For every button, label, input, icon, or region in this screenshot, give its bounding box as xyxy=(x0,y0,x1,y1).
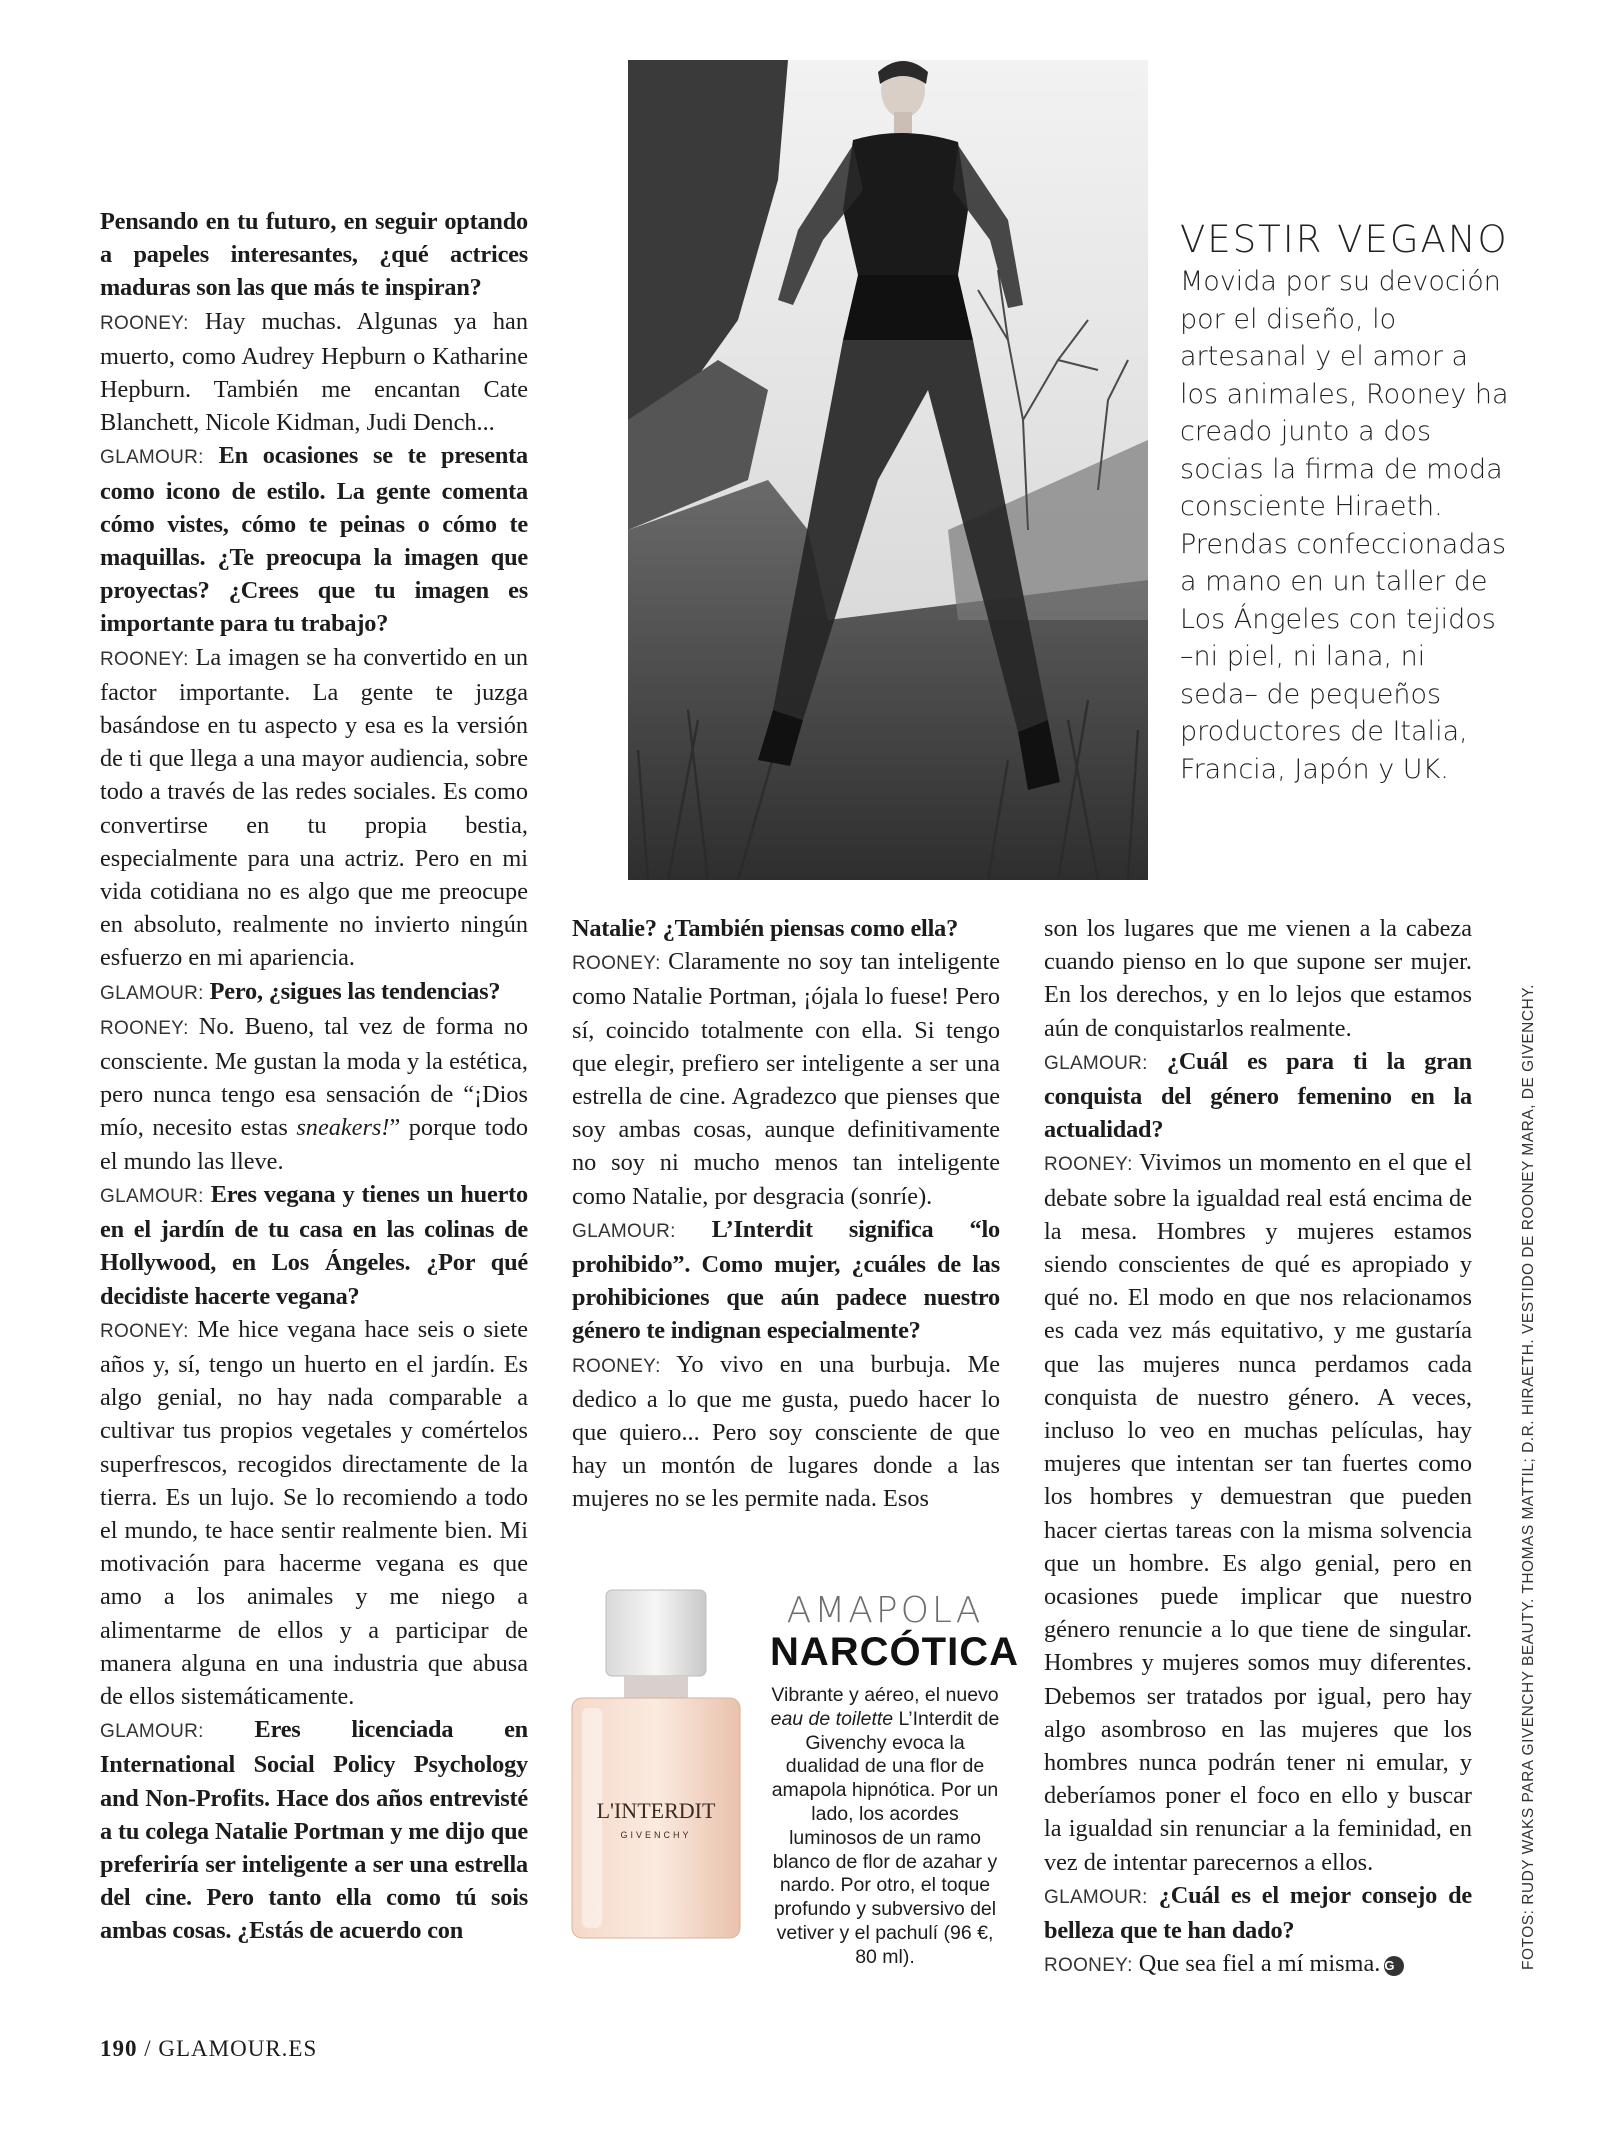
paragraph xyxy=(1044,1879,1472,1947)
answer: Que sea fiel a mí misma. xyxy=(1132,1950,1381,1978)
paragraph xyxy=(1044,1947,1472,1982)
italic-word: sneakers! xyxy=(296,1114,390,1142)
paragraph xyxy=(100,1178,528,1313)
question: ¿Cuál es el mejor consejo de belleza que te han dado? xyxy=(1044,1881,1472,1945)
paragraph xyxy=(100,305,528,440)
paragraph xyxy=(572,1348,1000,1516)
perfume-text-part: L’Interdit de Givenchy evoca la dualidad de una flor de amapola hipnótica. Por un lado, los acordes luminosos de un ramo blanco de flor de azahar y nardo. Por otro, el toque profundo y subversivo del vetiver y el pachulí (96 €, 80 ml). xyxy=(771,1707,1000,1968)
perfume-bottle-icon xyxy=(558,1582,754,1962)
speaker-label: ROONEY: xyxy=(100,312,189,334)
sidebar-title: VESTIR VEGANO xyxy=(1180,218,1509,261)
speaker-label: ROONEY: xyxy=(1044,1955,1133,1977)
speaker-label: ROONEY: xyxy=(100,648,189,670)
answer: No. Bueno, tal vez de forma no consciente. Me gustan la moda y la estética, pero nunca tengo esa sensación de “¡Dios mío, necesito estas sneakers!” porque todo el mundo las lleve. xyxy=(100,1012,528,1175)
question: Eres licenciada en International Social Policy Psychology and Non-Profits. Hace dos años entrevisté a tu colega Natalie Portman y me dijo que preferiría ser inteligente a ser una estrella del cine. Pero tanto ella como tú sois ambas cosas. ¿Estás de acuerdo con xyxy=(100,1716,528,1945)
bottle-brand: GIVENCHY xyxy=(620,1830,692,1840)
answer: Hay muchas. Algunas ya han muerto, como Audrey Hepburn o Katharine Hepburn. También me encantan Cate Blanchett, Nicole Kidman, Judi Dench... xyxy=(100,307,528,437)
question: Natalie? ¿También piensas como ella? xyxy=(572,915,959,942)
speaker-label: GLAMOUR: xyxy=(100,982,204,1004)
site-name: / GLAMOUR.ES xyxy=(137,2036,318,2061)
answer: Vivimos un momento en el que el debate sobre la igualdad real está encima de la mesa. Hombres y mujeres estamos siendo conscientes de qué es apropiado y qué no. El modo en que nos relacionamos es cada vez más equitativo, y me gustaría que las mujeres nunca perdamos cada conquista de nuestro género. A veces, incluso lo veo en muchas películas, hay mujeres que intentan ser tan fuertes como los hombres y demuestran que pueden hacer ciertas tareas con la misma solvencia que un hombre. Es algo genial, pero en ocasiones puede implicar que nuestro género renuncie a lo que tiene de singular. Hombres y mujeres somos muy diferentes. Debemos ser tratados por igual, pero hay algo asombroso en las mujeres que los hombres nunca podrán tener ni emular, y deberíamos poner el foco en ello y buscar la igualdad sin renunciar a la feminidad, en vez de intentar parecernos a ellos. xyxy=(1044,1149,1472,1876)
page-footer xyxy=(100,2036,317,2062)
question: L’Interdit significa “lo prohibido”. Como mujer, ¿cuáles de las prohibiciones que aún padece nuestro género te indignan especialmente? xyxy=(572,1215,1000,1345)
answer: Claramente no soy tan inteligente como Natalie Portman, ¡ójala lo fuese! Pero sí, coincido totalmente con ella. Si tengo que elegir, prefiero ser inteligente a ser una estrella de cine. Agradezco que pienses que soy ambas cosas, aunque definitivamente no soy ni mucho menos tan inteligente como Natalie, por desgracia (sonríe). xyxy=(572,948,1000,1210)
speaker-label: GLAMOUR: xyxy=(100,1721,204,1743)
question: ¿Cuál es para ti la gran conquista del género femenino en la actualidad? xyxy=(1044,1047,1472,1144)
paragraph xyxy=(572,1213,1000,1348)
article-column-3 xyxy=(1044,912,1472,1983)
paragraph xyxy=(1044,1045,1472,1147)
speaker-label: ROONEY: xyxy=(572,1355,661,1377)
speaker-label: GLAMOUR: xyxy=(100,1185,204,1207)
paragraph xyxy=(100,975,528,1010)
paragraph xyxy=(572,945,1000,1213)
article-column-2 xyxy=(572,912,1000,1516)
question: Pero, ¿sigues las tendencias? xyxy=(203,977,501,1005)
perfume-text-italic: eau de toilette xyxy=(770,1707,894,1730)
end-mark-icon: G xyxy=(1384,1956,1404,1976)
paragraph xyxy=(1044,1146,1472,1878)
perfume-title-light: AMAPOLA xyxy=(786,1590,984,1631)
speaker-label: GLAMOUR: xyxy=(1044,1052,1148,1074)
question: En ocasiones se te presenta como icono de estilo. La gente comenta cómo vistes, cómo te peinas o cómo te maquillas. ¿Te preocupa la imagen que proyectas? ¿Crees que tu imagen es importante para tu trabajo? xyxy=(100,442,528,638)
paragraph xyxy=(100,439,528,640)
sidebar-body: Movida por su devoción por el diseño, lo artesanal y el amor a los animales, Rooney ha creado junto a dos socias la firma de moda consciente Hiraeth. Prendas confeccionadas a mano en un taller de Los Ángeles con tejidos –ni piel, ni lana, ni seda– de pequeños productores de Italia, Francia, Japón y UK. xyxy=(1180,266,1509,785)
paragraph xyxy=(100,205,528,305)
speaker-label: ROONEY: xyxy=(1044,1154,1133,1176)
perfume-title-bold: NARCÓTICA xyxy=(770,1630,1019,1674)
answer: Me hice vegana hace seis o siete años y, sí, tengo un huerto en el jardín. Es algo genial, no hay nada comparable a cultivar tus propios vegetales y comértelos superfrescos, recogidos directamente de la tierra. Es un lujo. Se lo recomiendo a todo el mundo, te hace sentir realmente bien. Mi motivación para hacerme vegana es que amo a los animales y me niego a alimentarme de ellos y a participar de manera alguna en una industria que abusa de ellos sistemáticamente. xyxy=(100,1315,528,1710)
speaker-label: GLAMOUR: xyxy=(572,1220,676,1242)
paragraph xyxy=(100,1713,528,1947)
question: Eres vegana y tienes un huerto en el jardín de tu casa en las colinas de Hollywood, en Los Ángeles. ¿Por qué decidiste hacerte vegana? xyxy=(100,1180,528,1310)
paragraph xyxy=(1044,912,1472,1045)
paragraph xyxy=(100,641,528,975)
question: Pensando en tu futuro, en seguir optando a papeles interesantes, ¿qué actrices maduras son las que más te inspiran? xyxy=(100,208,528,302)
paragraph xyxy=(100,1010,528,1178)
speaker-label: ROONEY: xyxy=(100,1320,189,1342)
answer: son los lugares que me vienen a la cabeza cuando pienso en lo que supone ser mujer. En los derechos, y en lo lejos que estamos aún de conquistarlos realmente. xyxy=(1044,915,1472,1042)
paragraph xyxy=(100,1313,528,1713)
speaker-label: ROONEY: xyxy=(572,953,661,975)
paragraph xyxy=(572,912,1000,945)
page-number: 190 xyxy=(100,2036,138,2061)
article-column-1 xyxy=(100,205,528,1948)
speaker-label: GLAMOUR: xyxy=(1044,1886,1148,1908)
answer: Yo vivo en una burbuja. Me dedico a lo que me gusta, puedo hacer lo que quiero... Pero soy consciente de que hay un montón de lugares donde a las mujeres no se les permite nada. Esos xyxy=(572,1350,1000,1513)
fashion-photo xyxy=(628,60,1148,880)
photo-illustration xyxy=(628,60,1148,880)
perfume-text-part: Vibrante y aéreo, el nuevo xyxy=(771,1684,999,1706)
perfume-description xyxy=(770,1684,1000,1970)
speaker-label: GLAMOUR: xyxy=(100,447,204,469)
sidebar-box xyxy=(1180,218,1510,788)
answer: La imagen se ha convertido en un factor importante. La gente te juzga basándose en tu aspecto y esa es la versión de ti que llega a una mayor audiencia, sobre todo a través de las redes sociales. Es como convertirse en tu propia bestia, especialmente para una actriz. Pero en mi vida cotidiana no es algo que me preocupe en absoluto, realmente no invierto ningún esfuerzo en mi apariencia. xyxy=(100,643,528,972)
photo-credit: FOTOS: RUDY WAKS PARA GIVENCHY BEAUTY. THOMAS MATTIL; D.R. HIRAETH. VESTIDO DE ROONEY MARA, DE GIVENCHY. xyxy=(1520,984,1537,1970)
bottle-label: L'INTERDIT xyxy=(596,1798,716,1823)
perfume-bottle-image xyxy=(558,1582,754,1962)
speaker-label: ROONEY: xyxy=(100,1017,189,1039)
